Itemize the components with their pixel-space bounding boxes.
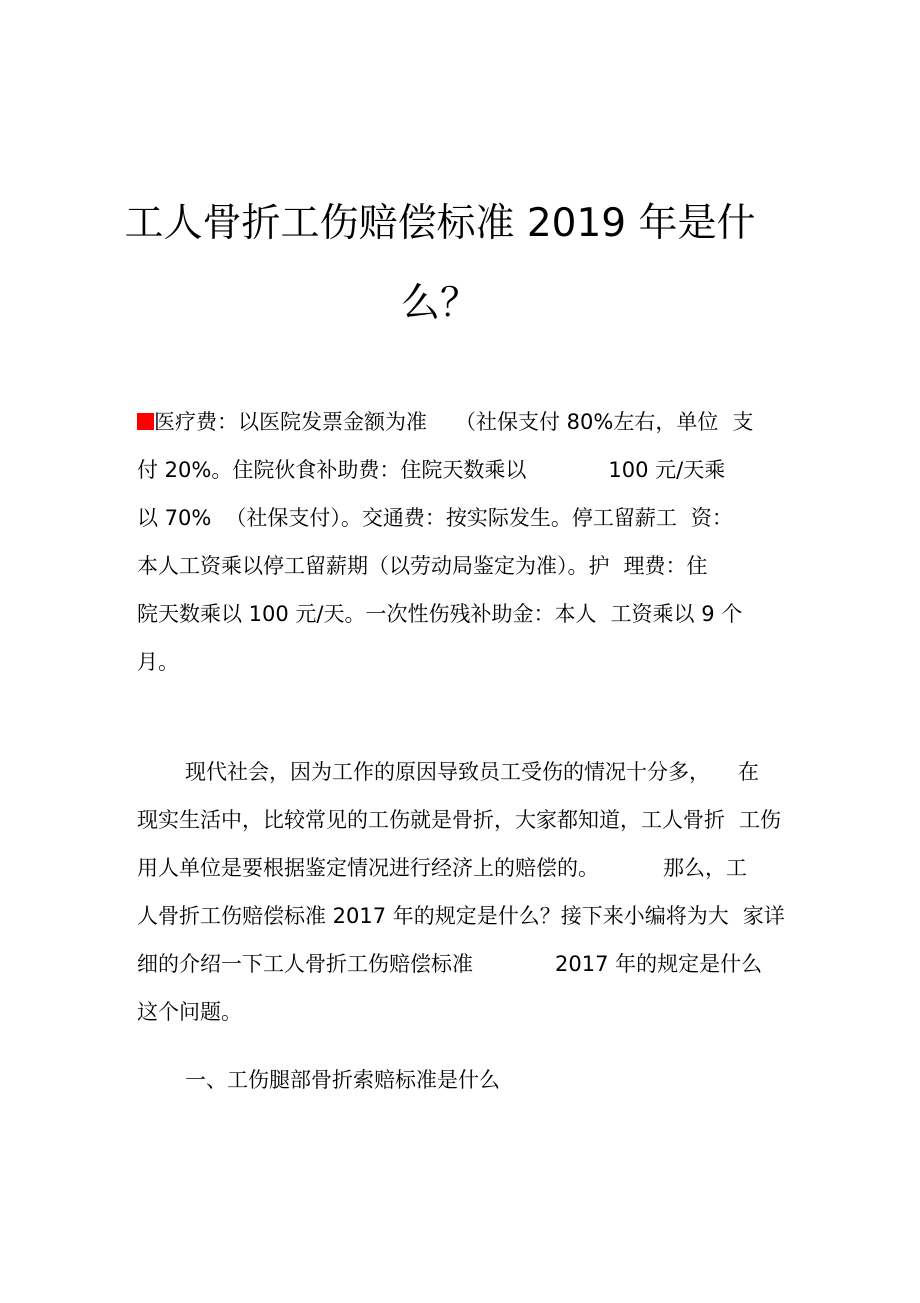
paragraph-2-line-2: 现实生活中，比较常见的工伤就是骨折，大家都知道，工人骨折 工伤 — [137, 808, 781, 832]
paragraph-1-line-1: 医疗费：以医院发票金额为准 （社保支付 80%左右，单位 支 — [137, 407, 787, 437]
red-bullet-icon — [137, 413, 154, 430]
paragraph-2-line-6: 这个问题。 — [137, 1000, 242, 1024]
title-line-2: 么？ — [400, 281, 479, 326]
paragraph-2-line-5: 细的介绍一下工人骨折工伤赔偿标准 2017 年的规定是什么 — [137, 952, 763, 976]
title-line-1: 工人骨折工伤赔偿标准 2019 年是什 — [124, 201, 756, 246]
paragraph-2-line-3: 用人单位是要根据鉴定情况进行经济上的赔偿的。 那么，工 — [137, 856, 747, 880]
paragraph-1-line-6: 月。 — [137, 650, 179, 674]
paragraph-2-line-1: 现代社会，因为工作的原因导致员工受伤的情况十分多， 在 — [185, 760, 759, 784]
section-1-heading: 一、工伤腿部骨折索赔标准是什么 — [185, 1068, 500, 1092]
paragraph-2-line-4: 人骨折工伤赔偿标准 2017 年的规定是什么？接下来小编将为大 家详 — [137, 904, 785, 928]
paragraph-1-line-5: 院天数乘以 100 元/天。一次性伤残补助金：本人 工资乘以 9 个 — [137, 602, 743, 626]
paragraph-1-line-3: 以 70% （社保支付）。交通费：按实际发生。停工留薪工 资： — [137, 506, 733, 530]
paragraph-1-line-2: 付 20%。住院伙食补助费：住院天数乘以 100 元/天乘 — [137, 458, 726, 482]
paragraph-1-line-4: 本人工资乘以停工留薪期（以劳动局鉴定为准）。护 理费：住 — [137, 554, 708, 578]
